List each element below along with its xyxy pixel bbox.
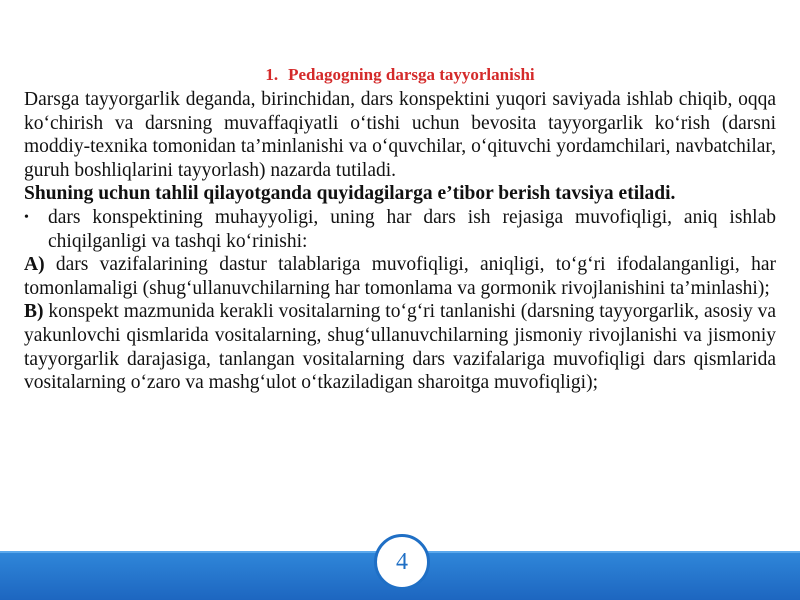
- page-number-badge: [374, 534, 430, 590]
- bullet-item: [24, 206, 776, 253]
- heading-title: Pedagogning darsga tayyorlanishi: [288, 65, 535, 84]
- slide-content: [24, 64, 776, 395]
- item-a-label: A): [24, 254, 45, 276]
- emphasis-paragraph: Shuning uchun tahlil qilayotganda quyidagilarga e’tibor berish tavsiya etiladi.: [24, 183, 676, 205]
- page-number: 4: [396, 548, 408, 575]
- item-a: [24, 253, 776, 300]
- bullet-icon: •: [24, 209, 29, 225]
- heading-number: 1.: [265, 65, 279, 84]
- item-b-text: konspekt mazmunida kerakli vositalarning to‘g‘ri tanlanishi (darsning tayyorgarlik, asosiy va yakunlovchi qismlarida vositalarning, shug‘ullanuvchilarning jismoniy rivojlanishi va jismoniy tayyorgarlik darajasiga, tanlangan vositalarning dars vazifalariga muvofiqligi dars qismlarida vositalarning o‘zaro va mashg‘ulot o‘tkaziladigan sharoitga muvofiqligi);: [24, 301, 776, 394]
- item-b: [24, 300, 776, 394]
- bullet-text: dars konspektining muhayyoligi, uning har dars ish rejasiga muvofiqligi, aniq ishlab chiqilganligi va tashqi ko‘rinishi:: [48, 206, 776, 252]
- section-heading: [24, 64, 776, 86]
- item-b-label: B): [24, 301, 44, 323]
- intro-paragraph: Darsga tayyorgarlik deganda, birinchidan, dars konspektini yuqori saviyada ishlab chiqib, oqqa ko‘chirish va darsning muvaffaqiyatli o‘tishi uchun bevosita tayyorgarlik ko‘rish (darsni moddiy-texnika tomonidan ta’minlanishi va o‘quvchilar, o‘qituvchi yordamchilari, navbatchilar, guruh boshliqlarini tayyorlash) nazarda tutiladi.: [24, 89, 776, 181]
- item-a-text: dars vazifalarining dastur talablariga muvofiqligi, aniqligi, to‘g‘ri ifodalanganligi, har tomonlamaligi (shug‘ullanuvchilarning har tomonlama va gormonik rivojlanishini ta’minlashi);: [24, 254, 776, 299]
